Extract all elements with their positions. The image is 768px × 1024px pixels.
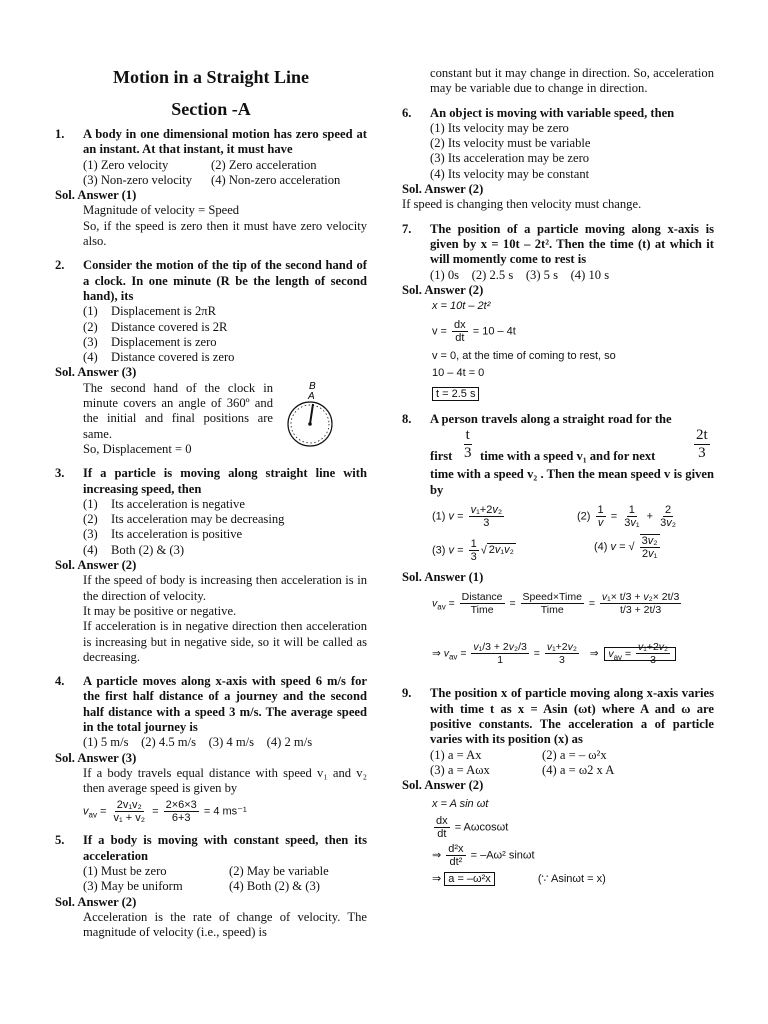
options: [402, 121, 714, 182]
boxed-answer: t = 2.5 s: [432, 387, 479, 401]
option: (4) Its velocity may be constant: [430, 166, 590, 181]
question-text: The position x of particle moving along x-axis varies with time t as x = Asin (ωt) where A and ω are positive constants. The acceleration a of particle varies with its position (x) as: [430, 686, 714, 747]
solution-math: x = A sin ωt $\frac{dx}{dt}$ = Aωcosωt ⇒ $\frac{\text{d²x}}{\text{dt²}}$ = –Aω² sinωt ⇒ a = –ω²x (∵ Asinωt = x): [432, 798, 606, 886]
question-3: 3. If a particle is moving along straight line with increasing speed, then: [55, 466, 367, 496]
question-text: Consider the motion of the tip of the second hand of a clock. In one minute (R be the length of second hand), its: [83, 258, 367, 303]
option: (2) May be variable: [229, 864, 329, 879]
options: (1) 5 m/s (2) 4.5 m/s (3) 4 m/s (4) 2 m/s: [83, 735, 313, 750]
solution-math: $v_{av}$ = $\frac{\text{Distance}}{\text{Time}}$ = $\frac{\text{Speed×Time}}{\text{Time}}$ = $\frac{\text{v₁× t/3 + v₂× 2t/3}}{t/3 + 2t/3}$ ⇒ $v_{av}$ = $\frac{\text{v₁/3 + 2v₂/3}}{1}$ = $\frac{\text{v₁+2v₂}}{3}$ ⇒ $v_{av}$ = $\frac{\text{v₁+2v₂}}{3}$: [432, 591, 680, 667]
chapter-title: Motion in a Straight Line: [112, 67, 309, 87]
clock-center: [308, 422, 312, 426]
option: (3) Non-zero velocity: [83, 172, 193, 187]
second-hand: [310, 404, 313, 424]
question-5: 5. If a body is moving with constant speed, then its acceleration: [55, 833, 367, 863]
right-column: [402, 66, 714, 887]
option: (4) Distance covered is zero: [83, 350, 235, 365]
solution-label: Sol. Answer (2): [402, 778, 484, 793]
option: (4) a = ω2 x A: [542, 762, 615, 777]
option: (3) Its acceleration may be zero: [430, 151, 590, 166]
solution-label: Sol. Answer (3): [55, 365, 137, 380]
section-title: Section -A: [171, 99, 251, 119]
option: (1) Displacement is 2πR: [83, 304, 216, 319]
boxed-answer: a = –ω²x: [444, 872, 495, 886]
option: (2) Distance covered is 2R: [83, 319, 228, 334]
solution-text: Magnitude of velocity = Speed So, if the speed is zero then it must have zero velocity also.: [83, 203, 367, 249]
option: (3) Its acceleration is positive: [83, 527, 243, 542]
options: [402, 748, 714, 779]
option: (2) Zero acceleration: [211, 157, 317, 172]
solution-label: Sol. Answer (2): [55, 894, 137, 909]
label-a: A: [308, 390, 315, 402]
formula-average-speed: $v_{av}$ = $\frac{\text{2v₁v₂}}{\text{v₁ + v₂}}$ = $\frac{2\times 6\times 3}{6+3}$ = 4 ms⁻¹: [83, 799, 247, 825]
solution-label: Sol. Answer (2): [402, 182, 484, 197]
option: (1) Its velocity may be zero: [430, 120, 569, 135]
option: (3) a = Aωx: [430, 762, 490, 777]
option: (4) Both (2) & (3): [83, 542, 185, 557]
options: [55, 158, 367, 189]
option: (3) Displacement is zero: [83, 334, 217, 349]
option: (2) Its velocity must be variable: [430, 136, 591, 151]
label-b: B: [309, 380, 316, 392]
question-9: 9. The position x of particle moving along x-axis varies with time t as x = Asin (ωt) where A and ω are positive constants. The acceleration a of particle varies with its position (x) as: [402, 686, 714, 747]
clock-figure: [283, 379, 339, 449]
question-text: A body in one dimensional motion has zero speed at an instant. At that instant, it must have: [83, 127, 367, 157]
option: (4) Both (2) & (3): [229, 879, 320, 894]
boxed-answer: $v_{av}$ = $\frac{\text{v₁+2v₂}}{3}$: [604, 647, 676, 661]
option: (2) a = – ω²x: [542, 747, 607, 762]
solution-text: If a body travels equal distance with speed v₁ and v₂ then average speed is given by $v_{av}$ = $\frac{\text{2v₁v₂}}{\text{v₁ + v₂}}$ = $\frac{2\times 6\times 3}{6+3}$ = 4 ms⁻¹: [83, 765, 367, 825]
question-1: 1. A body in one dimensional motion has zero speed at an instant. At that instant, it must have: [55, 127, 367, 157]
solution-text: If the speed of body is increasing then acceleration is in the direction of velocity. It may be positive or negative. If acceleration is in negative direction then acceleration is increasing but in negative side, so it will be called as decreasing.: [83, 573, 367, 664]
solution-label: Sol. Answer (1): [55, 188, 137, 203]
solution-text: Acceleration is the rate of change of velocity. The magnitude of velocity (i.e., speed) is: [83, 909, 367, 940]
solution-label: Sol. Answer (3): [55, 750, 137, 765]
option: (1) a = Ax: [430, 747, 482, 762]
solution-text-continued: constant but it may change in direction. So, acceleration may be variable due to change in direction.: [430, 66, 714, 96]
solution-text: If speed is changing then velocity must change.: [402, 197, 642, 212]
question-text: An object is moving with variable speed, then: [430, 105, 675, 120]
options: [55, 304, 367, 365]
left-column: [55, 127, 367, 941]
question-7: 7. The position of a particle moving along x-axis is given by x = 10t – 2t². Then the time (t) at which it will momently come to rest is: [402, 221, 714, 267]
solution-label: Sol. Answer (2): [55, 558, 137, 573]
question-8: 8. A person travels along a straight road for the first $\frac{t}{3}$ time with a speed v₁ and for next $\frac{2t}{3}$ time with a speed v₂ . Then the mean speed v is given by: [402, 412, 714, 497]
question-text: The position of a particle moving along x-axis is given by x = 10t – 2t². Then the time (t) at which it will momently come to rest is: [430, 221, 714, 267]
options: [55, 864, 367, 895]
option: (1) Zero velocity: [83, 157, 169, 172]
solution-text: The second hand of the clock in minute covers an angle of 360º and the initial and final positions are same. So, Displacement = 0 B A: [55, 381, 367, 457]
option: (2) Its acceleration may be decreasing: [83, 512, 285, 527]
option: (1) Its acceleration is negative: [83, 496, 245, 511]
question-2: 2. Consider the motion of the tip of the second hand of a clock. In one minute (R be the length of second hand), its: [55, 258, 367, 303]
question-text: A particle moves along x-axis with speed 6 m/s for the first half distance of a journey and the second half distance with a speed 3 m/s. The average speed in the total journey is: [83, 674, 367, 734]
options-math: (1) v = $\frac{\text{v₁+2v₂}}{3}$ (2) $\frac{1}{v}$ = $\frac{1}{\text{3v₁}}$ + $\frac{2}{\text{3v₂}}$ (3) v = $\frac{1}{3}$ √ 2v₁v₂ (4) v = √ $\frac{\text{3v₂}}{\text{2v₁}}$: [432, 504, 676, 564]
question-4: 4. A particle moves along x-axis with speed 6 m/s for the first half distance of a journey and the second half distance with a speed 3 m/s. The average speed in the total journey is: [55, 674, 367, 734]
options: [55, 497, 367, 558]
option: (4) Non-zero acceleration: [211, 172, 341, 187]
question-6: 6. An object is moving with variable speed, then: [402, 105, 675, 120]
option: (1) Must be zero: [83, 864, 167, 879]
solution-math: x = 10t – 2t² v = $\frac{dx}{dt}$ = 10 – 4t v = 0, at the time of coming to rest, so 10 – 4t = 0 t = 2.5 s: [432, 300, 616, 401]
solution-label: Sol. Answer (2): [402, 282, 484, 297]
question-text: If a body is moving with constant speed, then its acceleration: [83, 833, 367, 863]
question-text: If a particle is moving along straight line with increasing speed, then: [83, 466, 367, 496]
solution-label: Sol. Answer (1): [402, 570, 484, 585]
options: (1) 0s (2) 2.5 s (3) 5 s (4) 10 s: [430, 267, 610, 282]
option: (3) May be uniform: [83, 879, 183, 894]
